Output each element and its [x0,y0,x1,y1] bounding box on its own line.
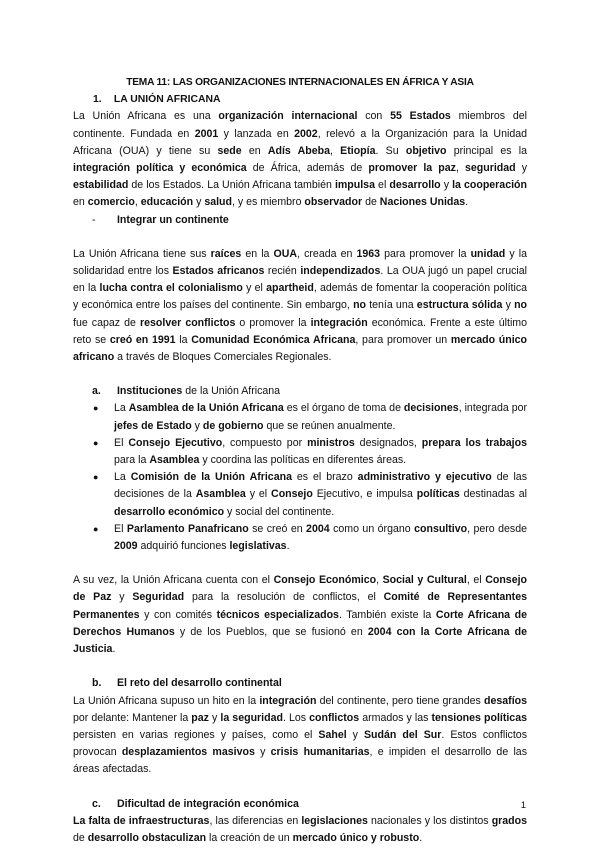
bold-text: Estados africanos [172,265,265,278]
bold-text: Consejo de Paz [73,574,527,604]
bold-text: Seguridad [132,591,185,604]
bold-text: estructura sólida [416,299,503,312]
bold-text: Consejo Ejecutivo [128,436,223,449]
list-item [93,400,528,434]
bold-text: Asamblea de la Unión Africana [128,402,284,415]
bullet-icon: ● [93,472,99,483]
list-item [93,521,528,555]
bold-text: promover la paz [368,162,456,175]
reto-paragraph: La Unión Africana supuso un hito en la integración del continente, pero tiene grandes desafíos por delante: Mantener la paz y la seguridad. Los conflictos armados y las tensiones políticas persisten en varias regiones y países, como el Sahel y Sudán del Sur. Estos conflictos provocan desplazamientos masivos y crisis humanitarias, e impiden el desarrollo de las áreas afectadas. [73,694,527,776]
bold-text: ministros [307,436,355,449]
bold-text: administrativo y ejecutivo [357,471,492,484]
bold-text: independizados [300,265,381,278]
bold-text: Comité de Representantes Permanentes [73,591,527,621]
bold-text: 1963 [356,247,381,260]
intro-paragraph: La Unión Africana es una organización internacional con 55 Estados miembros del continente. Fundada en 2001 y lanzada en 2002, relevó a la Organización para la Unidad Africana (OUA) y tiene su sede en Adís Abeba, Etiopía. Su objetivo principal es la integración política y económica de África, además de promover la paz, seguridad y estabilidad de los Estados. La Unión Africana también impulsa el desarrollo y la cooperación en comercio, educación y salud, y es miembro observador de Naciones Unidas. [73,110,528,209]
bold-text: raíces [210,247,242,260]
bold-text: Asamblea [195,488,246,501]
bold-text: 55 Estados [390,110,451,123]
bold-text: desarrollo [389,179,441,192]
section-1-number: 1. [93,94,102,106]
bold-text: 2002 [294,127,318,140]
bold-text: creó en 1991 [109,333,176,346]
bold-text: Comunidad Económica Africana [191,333,356,346]
bold-text: salud [204,196,232,209]
list-item-text: La Asamblea de la Unión Africana es el órgano de toma de decisiones, integrada por jefes de Estado y de gobierno que se reúnen anualmente. [114,402,528,432]
bold-text: técnicos especializados [216,608,339,621]
bold-text: integración [310,316,368,329]
bold-text: desarrollo obstaculizan [87,831,207,844]
bold-text: 2001 [194,127,219,140]
bold-text: Comisión de la Unión Africana [130,471,292,484]
bold-text: no [514,299,528,312]
reto-heading-text: El reto del desarrollo continental [116,677,282,690]
list-item-text: El Consejo Ejecutivo, compuesto por ministros designados, prepara los trabajos para la Asamblea y coordina las políticas en diferentes áreas. [114,436,527,467]
bullet-icon: ● [93,437,99,448]
sub-a-marker: a. [92,385,101,398]
bold-text: seguridad [464,162,516,175]
consejos-paragraph: A su vez, la Unión Africana cuenta con el Consejo Económico, Social y Cultural, el Consejo de Paz y Seguridad para la resolución de conflictos, el Comité de Representantes Permanentes y con comités técnicos especializados. También existe la Corte Africana de Derechos Humanos y de los Pueblos, que se fusionó en 2004 con la Corte Africana de Justicia. [73,574,527,656]
bold-text: legislaciones [301,814,368,827]
bold-text: integración [259,694,317,707]
bold-text: mercado único africano [73,333,527,364]
page-number: 1 [520,800,526,811]
bold-text: de gobierno [202,419,264,432]
bold-text: desafíos [484,694,527,707]
instituciones-heading-bold: Instituciones [116,385,183,398]
bold-text: conflictos [309,711,360,724]
bold-text: educación [140,196,194,209]
bold-text: desarrollo económico [114,505,225,518]
bold-text: Sahel [318,728,347,741]
bold-text: comercio [87,196,135,209]
bold-text: la cooperación [452,179,527,192]
bold-text: Social y Cultural [382,574,467,587]
bold-text: Parlamento Panafricano [126,522,249,535]
bold-text: Consejo Económico [273,574,377,587]
bold-text: integración política y económica [73,162,247,175]
bold-text: legislativas [229,540,287,553]
dificultad-heading-text: Dificultad de integración económica [116,797,299,810]
bold-text: La falta de infraestructuras [73,814,210,827]
bold-text: tensiones políticas [431,711,527,724]
dificultad-heading [92,796,527,813]
bold-text: impulsa [334,179,375,192]
bold-text: organización internacional [218,110,358,123]
reto-heading [92,675,527,692]
list-item-text: El Parlamento Panafricano se creó en 2004 como un órgano consultivo, pero desde 2009 adquirió funciones legislativas. [114,522,528,553]
section-1-title: LA UNIÓN AFRICANA [113,94,221,106]
bold-text: OUA [273,247,298,260]
instituciones-heading [92,383,527,400]
instituciones-heading-rest: de la Unión Africana [182,385,281,398]
bold-text: Asamblea [149,454,200,467]
bold-text: 2004 [306,522,330,535]
bold-text: consultivo [414,522,468,535]
bold-text: no [353,299,367,312]
bold-text: apartheid [266,282,314,295]
instituciones-list [73,400,527,555]
list-item [93,435,527,469]
document-title: TEMA 11: LAS ORGANIZACIONES INTERNACIONALES EN ÁFRICA Y ASIA [126,77,474,88]
bold-text: sede [217,144,242,157]
bold-text: Adís Abeba [267,144,330,157]
bold-text: observador [304,196,363,209]
bold-text: crisis humanitarias [270,746,370,759]
bold-text: jefes de Estado [114,419,192,432]
dificultad-paragraph: La falta de infraestructuras, las diferencias en legislaciones nacionales y los distintos grados de desarrollo obstaculizan la creación de un mercado único y robusto. [73,814,528,844]
bold-text: unidad [470,247,506,260]
bold-text: 2004 con la Corte Africana de Justicia [73,625,527,656]
bold-text: lucha contra el colonialismo [99,282,243,295]
bold-text: grados [491,814,528,827]
bullet-icon: ● [93,523,99,534]
bold-text: 2009 [114,540,138,553]
sub-b-marker: b. [92,677,102,690]
bold-text: Naciones Unidas [379,196,466,209]
integrar-heading-text: Integrar un continente [116,213,229,226]
section-1-heading [93,91,527,108]
bold-text: Consejo [271,488,313,501]
bold-text: decisiones [403,402,459,415]
bold-text: desplazamientos masivos [121,746,255,759]
list-item [93,469,527,521]
integrar-heading [92,212,527,229]
bold-text: prepara los trabajos [421,436,527,449]
bold-text: la seguridad [220,711,283,724]
bold-text: paz [191,711,209,724]
bold-text: políticas [416,488,460,501]
bullet-icon: ● [93,403,99,414]
list-item-text: La Comisión de la Unión Africana es el brazo administrativo y ejecutivo de las decisiones de la Asamblea y el Consejo Ejecutivo, e impulsa políticas destinadas al desarrollo económico y social del continente. [114,471,527,518]
bold-text: estabilidad [73,179,129,192]
bold-text: Corte Africana de Derechos Humanos [73,608,527,638]
sub-c-marker: c. [92,797,101,810]
bold-text: mercado único y robusto [292,831,420,844]
bold-text: resolver conflictos [140,316,236,329]
integrar-paragraph: La Unión Africana tiene sus raíces en la OUA, creada en 1963 para promover la unidad y la solidaridad entre los Estados africanos recién independizados. La OUA jugó un papel crucial en la lucha contra el colonialismo y el apartheid, además de fomentar la cooperación política y económica entre los países del continente. Sin embargo, no tenía una estructura sólida y no fue capaz de resolver conflictos o promover la integración económica. Frente a este último reto se creó en 1991 la Comunidad Económica Africana, para promover un mercado único africano a través de Bloques Comerciales Regionales. [73,247,528,364]
bold-text: objetivo [405,144,447,157]
bold-text: Etiopía [340,144,376,157]
bold-text: Sudán del Sur [363,728,442,741]
dash-marker: - [92,213,96,226]
